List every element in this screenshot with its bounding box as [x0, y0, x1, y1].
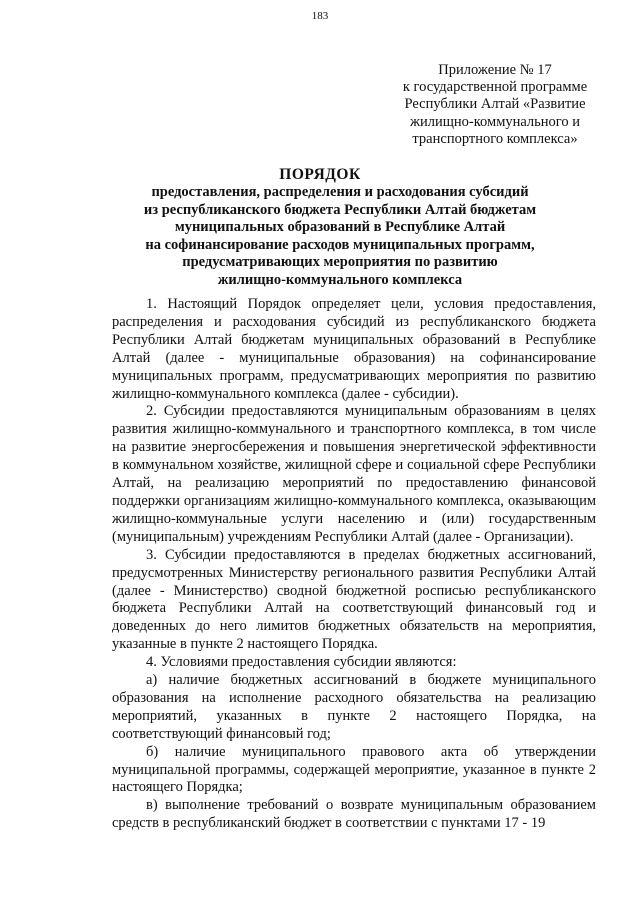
paragraph-3: 3. Субсидии предоставляются в пределах бюджетных ассигнований, предусмотренных Министерству регионального развития Республики Алтай (далее - Министерство) сводной бюджетной росписью республиканского бюджета Республики Алтай на соответствующий финансовый год и доведенных до него лимитов бюджетных обязательств на мероприятия, указанные в пункте 2 настоящего Порядка. [112, 546, 596, 653]
subtitle-line: муниципальных образований в Республике Алтай [174, 219, 506, 236]
appendix-line: Приложение № 17 [438, 62, 552, 78]
appendix-line: к государственной программе [402, 79, 588, 96]
paragraph-2: 2. Субсидии предоставляются муниципальным образованиям в целях развития жилищно-коммунального и транспортного комплекса, в том числе на развитие энергосбережения и повышения энергетической эффективности в коммунальном хозяйстве, жилищной сфере и социальной сфере Республики Алтай, на реализацию мероприятий по предоставлению финансовой поддержки организациям жилищно-коммунального комплекса, оказывающим жилищно-коммунальные услуги населению и (или) государственным (муниципальным) учреждениям Республики Алтай (далее - Организации). [112, 403, 596, 545]
paragraph-4c: в) выполнение требований о возврате муниципальным образованием средств в республиканский бюджет в соответствии с пунктами 17 - 19 [112, 797, 596, 832]
paragraph-4a: а) наличие бюджетных ассигнований в бюджете муниципального образования на исполнение расходного обязательства на реализацию мероприятий, указанных в пункте 2 настоящего Порядка, на соответствующий финансовый год; [112, 672, 596, 742]
paragraph-4: 4. Условиями предоставления субсидии являются: [146, 654, 457, 671]
document-body [112, 296, 596, 833]
appendix-line: транспортного комплекса» [412, 130, 578, 147]
subtitle-line: жилищно-коммунального комплекса [217, 271, 463, 288]
paragraph-4b: б) наличие муниципального правового акта об утверждении муниципальной программы, содержащей мероприятие, указанное в пункте 2 настоящего Порядка; [112, 743, 596, 796]
subtitle-line: предусматривающих мероприятия по развитию [182, 254, 498, 271]
paragraph-1: 1. Настоящий Порядок определяет цели, условия предоставления, распределения и расходования субсидий из республиканского бюджета Республики Алтай бюджетам муниципальных образований в Республике Алтай (далее - муниципальные образования) на софинансирование муниципальных программ, предусматривающих мероприятия по развитию жилищно-коммунального комплекса (далее - субсидии). [112, 296, 596, 402]
subtitle-line: предоставления, распределения и расходования субсидий [151, 184, 529, 200]
page-number: 183 [311, 10, 329, 22]
subtitle-line: на софинансирование расходов муниципальных программ, [145, 236, 535, 253]
appendix-line: жилищно-коммунального и [409, 113, 581, 130]
document-title: ПОРЯДОК [279, 166, 361, 183]
subtitle-line: из республиканского бюджета Республики Алтай бюджетам [143, 201, 537, 218]
document-subtitle [100, 184, 580, 290]
appendix-line: Республики Алтай «Развитие [404, 96, 586, 113]
appendix-note [390, 62, 600, 148]
